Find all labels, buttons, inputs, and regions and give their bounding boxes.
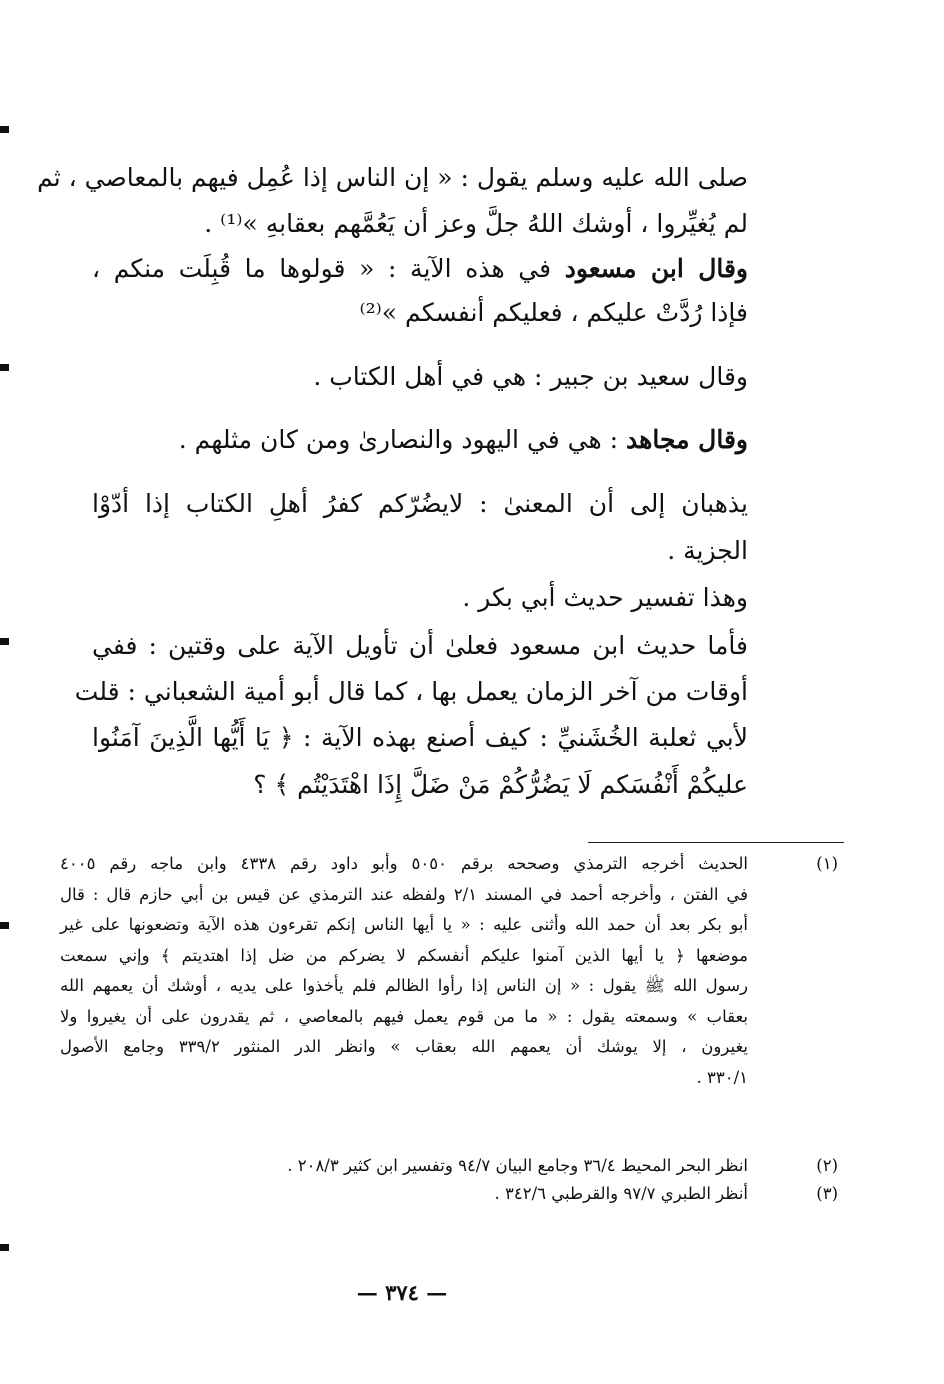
text-line [448,578,748,618]
text-line [188,765,748,805]
footnote-line: موضعها ﴿ يا أيها الذين آمنوا عليكم أنفسكم لا يضركم من ضل إذا اهتديتم ﴾ وإني سمعت [60,945,748,965]
footnote-line: بعقاب » وسمعته يقول : « ما من قوم يعمل فيهم بالمعاصي ، ثم يقدرون على أن يغيروا ولا [60,1006,748,1026]
footnote-number: (١) [816,854,838,873]
line-text: صلى الله عليه وسلم يقول : « إن الناس إذا عُمِل فيهم بالمعاصي ، ثم [37,163,748,192]
line-text: فأما حديث ابن مسعود فعلىٰ أن تأويل الآية على وقتين : ففي [92,631,748,660]
line-text: وهذا تفسير حديث أبي بكر . [462,583,748,612]
footnote-line: رسول الله ﷺ يقول : « إن الناس إذا رأوا الظالم فلم يأخذوا على يديه ، أوشك أن يعمهم الله [60,976,748,995]
text-line [204,204,748,244]
text-line [178,420,748,460]
footnote-number: (٣) [816,1184,838,1203]
footnote-line: انظر البحر المحيط ٣٦/٤ وجامع البيان ٩٤/٧ وتفسير ابن كثير ٢٠٨/٣ . [287,1156,748,1175]
page-number: — ٣٧٤ — [356,1280,448,1305]
text-line [330,293,748,333]
text-line [92,718,748,758]
footnote-line: أنظر الطبري ٩٧/٧ والقرطبي ٣٤٢/٦ . [494,1184,748,1203]
speaker-name: وقال مجاهد [626,425,748,454]
line-text: فإذا رُدَّتْ عليكم ، فعليكم أنفسكم »⁽²⁾ [359,298,748,327]
line-text: الجزية . [667,536,748,565]
text-line [92,626,748,666]
line-text: : هي في اليهود والنصارىٰ ومن كان مثلهم . [178,425,627,454]
margin-mark [0,638,9,645]
text-line [300,357,748,397]
footnote-line: الحديث أخرجه الترمذي وصححه برقم ٥٠٥٠ وأبو داود رقم ٤٣٣٨ وابن ماجه رقم ٤٠٠٥ [60,854,748,873]
footnote-separator [588,842,844,843]
line-text: يذهبان إلى أن المعنىٰ : لايضُرّكم كفرُ أهلِ الكتاب إذا أدّوْا [92,489,748,518]
text-line [92,249,748,289]
margin-mark [0,364,9,371]
footnote-line: في الفتن ، وأخرجه أحمد في المسند ٢/١ ولفظه عند الترمذي عن قيس بن أبي حازم قال : قال [60,884,748,904]
text-line [668,531,748,571]
footnote-line: يغيرون ، إلا يوشك أن يعمهم الله بعقاب » وانظر الدر المنثور ٣٣٩/٢ وجامع الأصول [60,1037,748,1056]
line-text: لم يُغيِّروا ، أوشك اللهُ جلَّ وعز أن يَعُمَّهم بعقابهِ »⁽¹⁾ . [204,209,748,238]
speaker-name: وقال ابن مسعود [564,254,749,283]
margin-mark [0,1244,9,1251]
footnote-line: ٣٣٠/١ . [696,1067,748,1087]
line-text: وقال سعيد بن جبير : هي في أهل الكتاب . [313,362,748,391]
footnote-line: أبو بكر بعد أن حمد الله وأثنى عليه : « يا أيها الناس إنكم تقرءون هذه الآية وتضعونها على غير [60,915,748,934]
text-line [92,484,748,524]
line-text: عليكُمْ أَنْفُسَكم لَا يَضُرُّكُمْ مَنْ ضَلَّ إِذَا اهْتَدَيْتُم ﴾ ؟ [253,770,748,799]
line-text: لأبي ثعلبة الخُشَنيِّ : كيف أصنع بهذه الآية : ﴿ يَا أَيُّها الَّذِينَ آمَنُوا [92,723,748,752]
text-line [37,158,748,198]
footnote-number: (٢) [816,1156,838,1175]
margin-mark [0,922,9,929]
line-text: أوقات من آخر الزمان يعمل بها ، كما قال أبو أمية الشعباني : قلت [74,677,748,706]
line-text: في هذه الآية : « قولوها ما قُبِلَت منكم ، [92,254,565,283]
margin-mark [0,126,9,133]
text-line [74,672,748,712]
